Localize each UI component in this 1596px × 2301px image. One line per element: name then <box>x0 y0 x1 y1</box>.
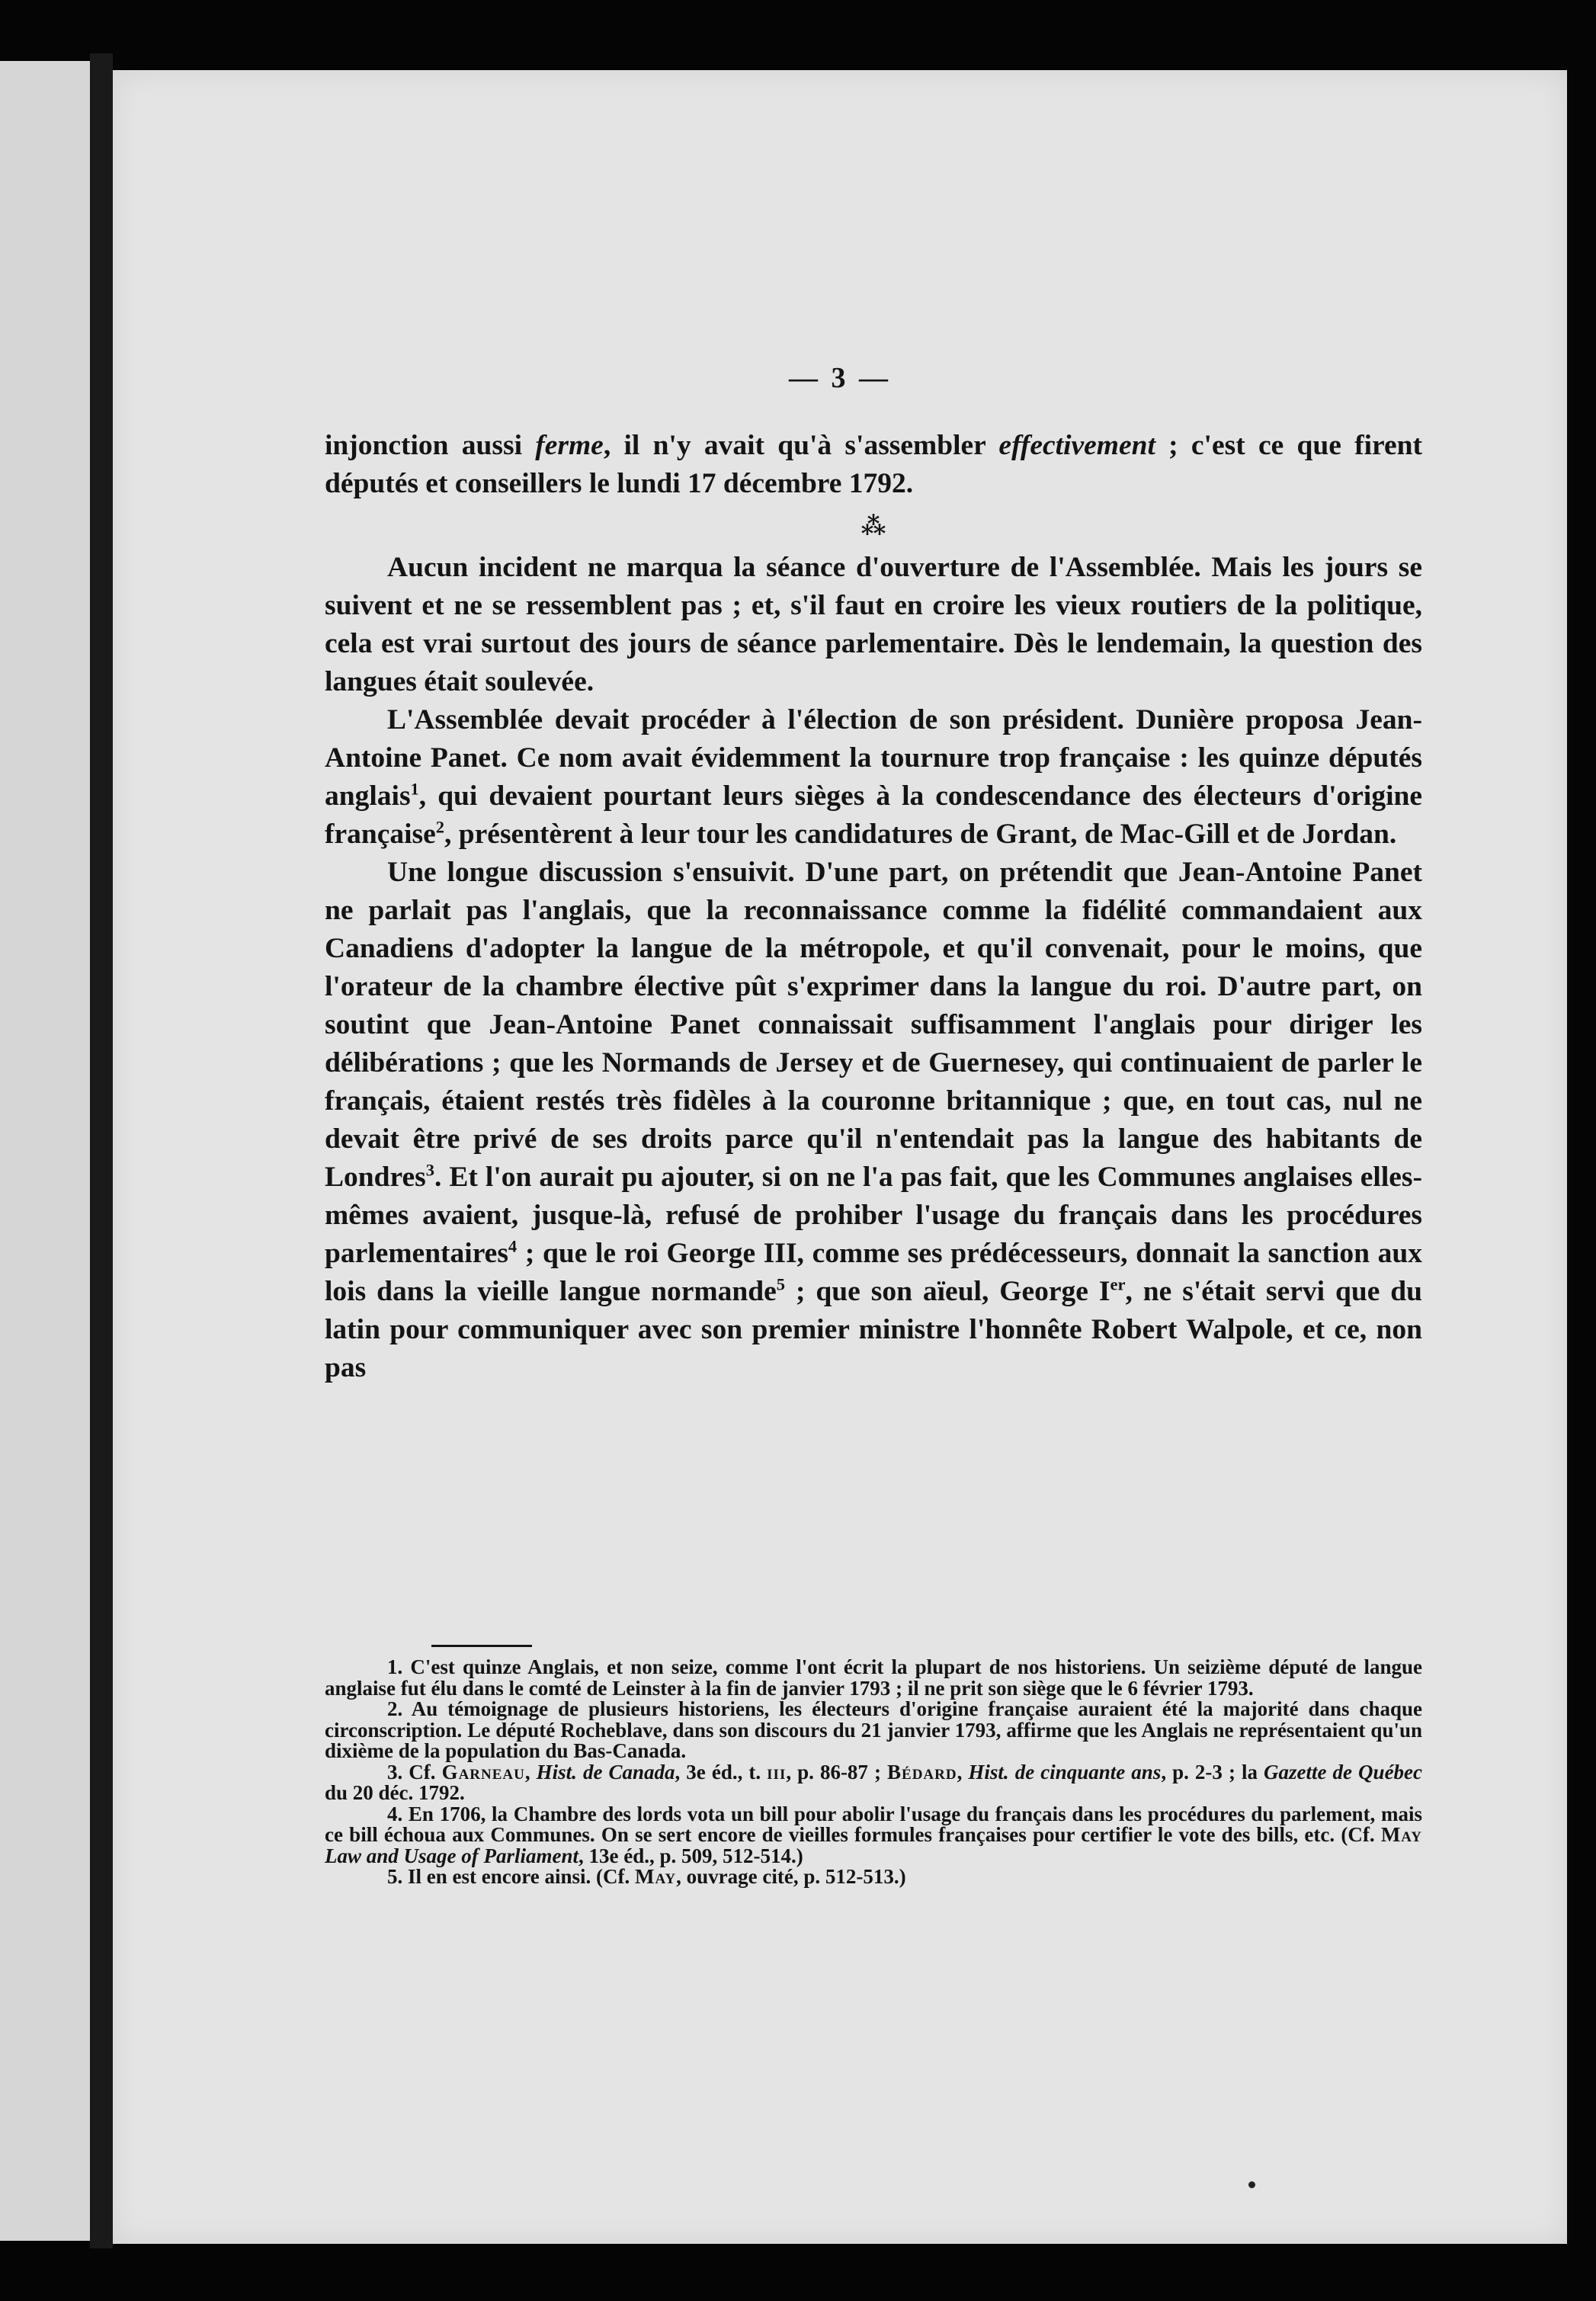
footnote-ref: 3 <box>425 1160 434 1180</box>
paragraph: Aucun incident ne marqua la séance d'ouverture de l'Assemblée. Mais les jours se suivent et ne se ressemblent pas ; et, s'il faut en croire les vieux routiers de la politique, cela est vrai surtout des jours de séance parlementaire. Dès le lendemain, la question des langues était soulevée. <box>325 552 1422 697</box>
scan-speck <box>1248 2181 1255 2188</box>
footnote: 5. Il en est encore ainsi. (Cf. May, ouvrage cité, p. 512-513.) <box>387 1865 906 1888</box>
paragraph-continuation: injonction aussi ferme, il n'y avait qu'à s'assembler effectivement ; c'est ce que firent députés et conseillers le lundi 17 décembre 1792. <box>325 430 1422 499</box>
book-gutter <box>90 53 113 2248</box>
footnotes <box>325 1657 1422 1888</box>
superscript: er <box>1110 1274 1126 1294</box>
body-text <box>325 427 1422 1387</box>
paragraph: L'Assemblée devait procéder à l'élection de son président. Dunière proposa Jean-Antoine Panet. Ce nom avait évidemment la tournure trop française : les quinze députés anglais$^1$, qui devaient pourtant leurs sièges à la condescendance des électeurs d'origine française$^2$, présentèrent à leur tour les candidatures de Grant, de Mac-Gill et de Jordan. <box>325 704 1422 850</box>
footnote: 1. C'est quinze Anglais, et non seize, comme l'ont écrit la plupart de nos historiens. Un seizième député de langue anglaise fut élu dans le comté de Leinster à la fin de janvier 1793 ; il ne prit son siège que le 6 février 1793. <box>325 1655 1422 1700</box>
document-page <box>113 70 1567 2244</box>
footnote: 2. Au témoignage de plusieurs historiens, les électeurs d'origine française auraient été la majorité dans chaque circonscription. Le député Rocheblave, dans son discours du 21 janvier 1793, affirme que les Anglais ne représentaient qu'un dixième de la population du Bas-Canada. <box>325 1697 1422 1762</box>
asterism: ⁂ <box>860 512 886 540</box>
footnote-rule <box>431 1645 532 1647</box>
footnote-ref: 5 <box>776 1274 786 1294</box>
footnote-ref: 4 <box>508 1236 518 1256</box>
paragraph: Une longue discussion s'ensuivit. D'une part, on prétendit que Jean-Antoine Panet ne parlait pas l'anglais, que la reconnaissance comme la fidélité commandaient aux Canadiens d'adopter la langue de la métropole, et qu'il convenait, pour le moins, que l'orateur de la chambre élective pût s'exprimer dans la langue du roi. D'autre part, on soutint que Jean-Antoine Panet connaissait suffisamment l'anglais pour diriger les délibérations ; que les Normands de Jersey et de Guernesey, qui continuaient de parler le français, étaient restés très fidèles à la couronne britannique ; que, en tout cas, nul ne devait être privé de ses droits parce qu'il n'entendait pas la langue des habitants de Londres$^3$. Et l'on aurait pu ajouter, si on ne l'a pas fait, que les Communes anglaises elles-mêmes avaient, jusque-là, refusé de prohiber l'usage du français dans les procédures parlementaires$^4$ ; que le roi George III, comme ses prédécesseurs, donnait la sanction aux lois dans la vieille langue normande$^5$ ; que son aïeul, George Ier, ne s'était servi que du latin pour communiquer avec son premier ministre l'honnête Robert Walpole, et ce, non pas <box>325 857 1423 1383</box>
page-number: — 3 — <box>789 362 891 394</box>
footnote: 3. Cf. Garneau, Hist. de Canada, 3e éd., t. iii, p. 86-87 ; Bédard, Hist. de cinquante ans, p. 2-3 ; la Gazette de Québec du 20 déc. 1792. <box>325 1760 1423 1804</box>
footnote-ref: 1 <box>410 779 419 799</box>
footnote-ref: 2 <box>435 817 445 837</box>
adjacent-page-edge <box>0 61 91 2241</box>
footnote: 4. En 1706, la Chambre des lords vota un bill pour abolir l'usage du français dans les procédures du parlement, mais ce bill échoua aux Communes. On se sert encore de vieilles formules françaises pour certifier le vote des bills, etc. (Cf. May Law and Usage of Parliament, 13e éd., p. 509, 512-514.) <box>325 1802 1422 1867</box>
